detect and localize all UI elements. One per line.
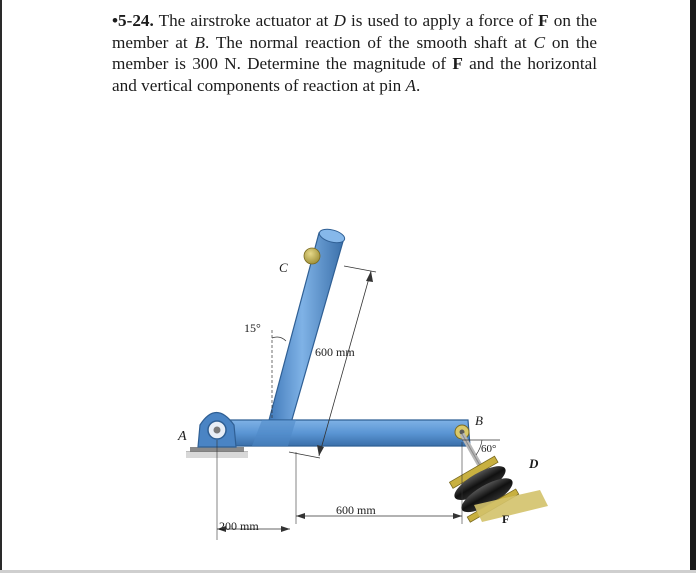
seg-6: . The normal reaction of the smooth shaft at [205,32,534,52]
label-b: B [475,413,483,428]
label-15-deg: 15° [244,321,261,335]
label-60-deg: 60° [481,443,497,455]
label-dim-horizontal: 600 mm [336,503,376,517]
seg-1: D [333,11,346,30]
seg-5: B [194,32,206,52]
seg-12: . [416,75,421,95]
seg-3: F [538,11,549,30]
seg-0: The airstroke actuator at [153,11,334,30]
label-a: A [178,429,187,444]
seg-10: and the horizontal and vertical components of reaction at pin [112,54,598,95]
label-c: C [279,260,288,275]
problem-number: •5-24. [112,11,154,30]
dimension-600mm-horizontal [296,442,462,524]
seg-7: C [533,32,546,52]
horizontal-member [210,420,470,446]
seg-8: on the member is 300 N. Determine the magnitude of [112,32,598,73]
seg-11: A [405,75,417,95]
seg-4: on the member at [112,11,597,52]
label-f: F [502,512,510,526]
seg-9: F [452,54,463,73]
smooth-shaft-c [304,248,320,264]
label-dim-base: 200 mm [219,519,259,533]
label-d: D [529,456,539,471]
label-dim-arm: 600 mm [315,345,355,359]
seg-2: is used to apply a force of [345,11,539,30]
